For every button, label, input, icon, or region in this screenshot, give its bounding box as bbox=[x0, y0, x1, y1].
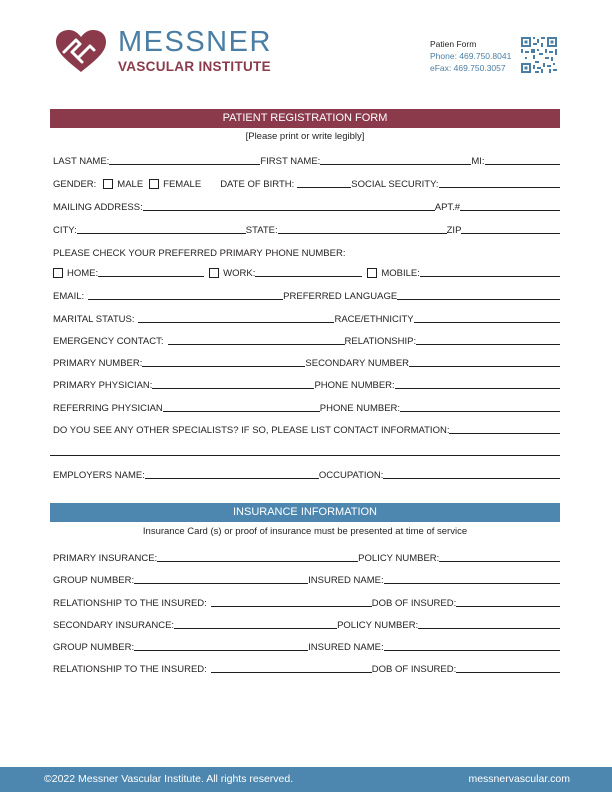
emergency-row bbox=[53, 333, 560, 347]
insured-name-2-field[interactable] bbox=[384, 650, 560, 651]
specialists-row bbox=[53, 422, 560, 436]
last-name-label: LAST NAME: bbox=[53, 156, 110, 167]
insured-name-2-label: INSURED NAME: bbox=[308, 642, 384, 653]
mobile-label: MOBILE: bbox=[381, 268, 420, 279]
website-link[interactable]: messnervascular.com bbox=[468, 773, 570, 785]
state-label: STATE: bbox=[245, 225, 278, 236]
mailing-row bbox=[53, 199, 560, 213]
state-field[interactable] bbox=[278, 233, 447, 234]
group-number-2-field[interactable] bbox=[134, 650, 308, 651]
group-row bbox=[53, 572, 560, 586]
referring-physician-field[interactable] bbox=[163, 411, 320, 412]
registration-subtitle: [Please print or write legibly] bbox=[245, 131, 365, 142]
marital-row bbox=[53, 311, 560, 325]
city-row bbox=[53, 222, 560, 236]
last-name-field[interactable] bbox=[109, 164, 260, 165]
contact-block bbox=[430, 38, 511, 74]
home-field[interactable] bbox=[98, 276, 204, 277]
race-label: RACE/ETHNICITY bbox=[334, 314, 414, 325]
specialists-field[interactable] bbox=[449, 433, 560, 434]
dob-label: DATE OF BIRTH: bbox=[220, 179, 295, 190]
employer-field[interactable] bbox=[145, 478, 319, 479]
first-name-field[interactable] bbox=[320, 164, 471, 165]
specialists-label: DO YOU SEE ANY OTHER SPECIALISTS? IF SO, PLEASE LIST CONTACT INFORMATION: bbox=[53, 425, 450, 436]
relationship-insured-2-label: RELATIONSHIP TO THE INSURED: bbox=[53, 664, 207, 675]
female-checkbox[interactable] bbox=[149, 179, 159, 189]
dob-insured-label: DOB OF INSURED: bbox=[371, 598, 457, 609]
work-label: WORK: bbox=[223, 268, 256, 279]
secondary-number-label: SECONDARY NUMBER bbox=[305, 358, 410, 369]
relationship-insured-2-row bbox=[53, 661, 560, 675]
marital-field[interactable] bbox=[138, 322, 334, 323]
policy-number-2-label: POLICY NUMBER: bbox=[337, 620, 419, 631]
primary-number-field[interactable] bbox=[142, 366, 305, 367]
secondary-insurance-label: SECONDARY INSURANCE: bbox=[53, 620, 175, 631]
ssn-field[interactable] bbox=[439, 187, 560, 188]
group-number-2-label: GROUP NUMBER: bbox=[53, 642, 135, 653]
heart-logo-icon bbox=[56, 30, 106, 74]
relationship-label: RELATIONSHIP: bbox=[344, 336, 417, 347]
group-2-row bbox=[53, 639, 560, 653]
specialists-extra-line[interactable] bbox=[50, 455, 560, 456]
language-field[interactable] bbox=[397, 299, 560, 300]
primary-insurance-field[interactable] bbox=[157, 561, 358, 562]
occupation-label: OCCUPATION: bbox=[318, 470, 384, 481]
brand-subtitle: VASCULAR INSTITUTE bbox=[118, 59, 271, 74]
mi-field[interactable] bbox=[485, 164, 560, 165]
primary-physician-row bbox=[53, 377, 560, 391]
phone-prompt-label: PLEASE CHECK YOUR PREFERRED PRIMARY PHONE NUMBER: bbox=[53, 248, 346, 259]
relationship-insured-label: RELATIONSHIP TO THE INSURED: bbox=[53, 598, 207, 609]
occupation-field[interactable] bbox=[383, 478, 560, 479]
city-label: CITY: bbox=[53, 225, 77, 236]
zip-label: ZIP bbox=[446, 225, 462, 236]
dob-insured-2-label: DOB OF INSURED: bbox=[371, 664, 457, 675]
insurance-subtitle: Insurance Card (s) or proof of insurance must be presented at time of service bbox=[142, 526, 468, 537]
email-label: EMAIL: bbox=[53, 291, 85, 302]
referring-physician-row bbox=[53, 400, 560, 414]
physician-phone-label: PHONE NUMBER: bbox=[314, 380, 395, 391]
male-checkbox[interactable] bbox=[103, 179, 113, 189]
referring-physician-label: REFERRING PHYSICIAN bbox=[53, 403, 163, 414]
primary-physician-label: PRIMARY PHYSICIAN: bbox=[53, 380, 153, 391]
race-field[interactable] bbox=[414, 322, 560, 323]
zip-field[interactable] bbox=[461, 233, 560, 234]
referring-phone-label: PHONE NUMBER: bbox=[319, 403, 401, 414]
logo bbox=[56, 28, 286, 78]
phone-prompt-row bbox=[53, 245, 560, 259]
female-label: FEMALE bbox=[163, 179, 202, 190]
apt-field[interactable] bbox=[460, 210, 560, 211]
footer bbox=[0, 767, 612, 792]
referring-phone-field[interactable] bbox=[400, 411, 560, 412]
dob-field[interactable] bbox=[297, 187, 351, 188]
mi-label: MI: bbox=[471, 156, 485, 167]
registration-title-bar: PATIENT REGISTRATION FORM bbox=[50, 109, 560, 128]
emergency-label: EMERGENCY CONTACT: bbox=[53, 336, 164, 347]
mailing-field[interactable] bbox=[143, 210, 435, 211]
policy-number-2-field[interactable] bbox=[418, 628, 560, 629]
contact-efax: eFax: 469.750.3057 bbox=[430, 63, 506, 73]
work-checkbox[interactable] bbox=[209, 268, 219, 278]
insured-name-label: INSURED NAME: bbox=[308, 575, 384, 586]
gender-row bbox=[53, 176, 560, 190]
physician-phone-field[interactable] bbox=[395, 388, 560, 389]
policy-number-label: POLICY NUMBER: bbox=[358, 553, 440, 564]
mobile-field[interactable] bbox=[420, 276, 560, 277]
relationship-insured-field[interactable] bbox=[211, 606, 372, 607]
primary-insurance-row bbox=[53, 550, 560, 564]
first-name-label: FIRST NAME: bbox=[260, 156, 321, 167]
contact-title: Patien Form bbox=[430, 39, 477, 49]
primary-insurance-label: PRIMARY INSURANCE: bbox=[53, 553, 158, 564]
home-checkbox[interactable] bbox=[53, 268, 63, 278]
group-number-label: GROUP NUMBER: bbox=[53, 575, 135, 586]
relationship-field[interactable] bbox=[416, 344, 560, 345]
phone-options-row bbox=[53, 265, 560, 279]
primary-physician-field[interactable] bbox=[152, 388, 314, 389]
relationship-insured-2-field[interactable] bbox=[211, 672, 372, 673]
email-row bbox=[53, 288, 560, 302]
insurance-title-bar: INSURANCE INFORMATION bbox=[50, 503, 560, 522]
city-field[interactable] bbox=[77, 233, 246, 234]
brand-name: MESSNER bbox=[118, 26, 272, 58]
employer-label: EMPLOYERS NAME: bbox=[53, 470, 145, 481]
home-label: HOME: bbox=[67, 268, 99, 279]
qr-code-icon bbox=[521, 37, 557, 73]
email-field[interactable] bbox=[88, 299, 283, 300]
group-number-field[interactable] bbox=[134, 583, 308, 584]
ssn-label: SOCIAL SECURITY: bbox=[351, 179, 439, 190]
emergency-field[interactable] bbox=[168, 344, 345, 345]
copyright-text: ©2022 Messner Vascular Institute. All rights reserved. bbox=[44, 773, 294, 785]
mailing-label: MAILING ADDRESS: bbox=[53, 202, 143, 213]
name-row bbox=[53, 153, 560, 167]
mobile-checkbox[interactable] bbox=[367, 268, 377, 278]
marital-label: MARITAL STATUS: bbox=[53, 314, 135, 325]
insured-name-field[interactable] bbox=[384, 583, 560, 584]
secondary-number-field[interactable] bbox=[409, 366, 560, 367]
secondary-insurance-row bbox=[53, 617, 560, 631]
work-field[interactable] bbox=[255, 276, 362, 277]
male-label: MALE bbox=[117, 179, 144, 190]
secondary-insurance-field[interactable] bbox=[174, 628, 337, 629]
policy-number-field[interactable] bbox=[439, 561, 560, 562]
dob-insured-2-field[interactable] bbox=[456, 672, 560, 673]
language-label: PREFERRED LANGUAGE bbox=[283, 291, 398, 302]
primary-number-label: PRIMARY NUMBER: bbox=[53, 358, 143, 369]
employer-row bbox=[53, 467, 560, 481]
apt-label: APT.# bbox=[434, 202, 461, 213]
dob-insured-field[interactable] bbox=[456, 606, 560, 607]
relationship-insured-row bbox=[53, 595, 560, 609]
numbers-row bbox=[53, 355, 560, 369]
contact-phone: Phone: 469.750.8041 bbox=[430, 51, 512, 61]
gender-label: GENDER: bbox=[53, 179, 97, 190]
